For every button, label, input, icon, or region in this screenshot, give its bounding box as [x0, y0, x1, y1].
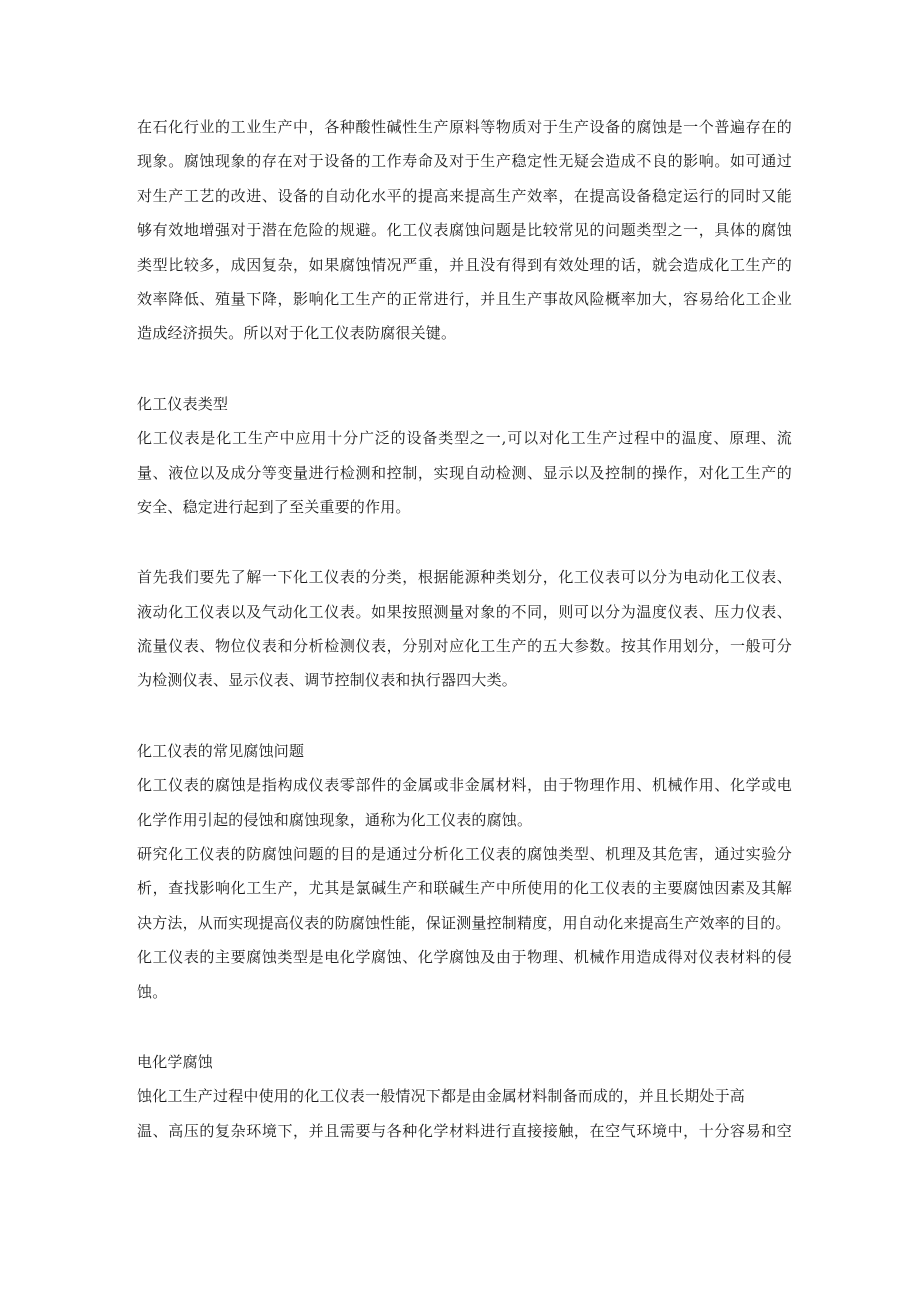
paragraph-gap [137, 351, 792, 387]
text-line: 流量仪表、物位仪表和分析检测仪表，分别对应化工生产的五大参数。按其作用划分，一般可分 [137, 637, 792, 656]
text-line: 析，查找影响化工生产，尤其是氯碱生产和联碱生产中所使用的化工仪表的主要腐蚀因素及其解 [137, 879, 792, 898]
text-line: 温、高压的复杂环境下，并且需要与各种化学材料进行直接接触，在空气环境中，十分容易和空 [137, 1121, 792, 1140]
paragraph-gap [137, 1009, 792, 1045]
text-line: 够有效地增强对于潜在危险的规避。化工仪表腐蚀问题是比较常见的问题类型之一，具体的腐蚀 [137, 221, 792, 240]
section-electrochemical-corrosion [137, 1045, 792, 1148]
section-heading: 电化学腐蚀 [137, 1052, 214, 1071]
text-line: 对生产工艺的改进、设备的自动化水平的提高来提高生产效率，在提高设备稳定运行的同时又能 [137, 186, 792, 205]
section-heading: 化工仪表的常见腐蚀问题 [137, 741, 305, 760]
text-line: 液动化工仪表以及气动化工仪表。如果按照测量对象的不同，则可以分为温度仪表、压力仪表、 [137, 602, 792, 621]
text-line: 造成经济损失。所以对于化工仪表防腐很关键。 [137, 324, 457, 343]
document-page [137, 110, 792, 1148]
text-line: 化学作用引起的侵蚀和腐蚀现象，通称为化工仪表的腐蚀。 [137, 810, 533, 829]
text-line: 首先我们要先了解一下化工仪表的分类，根据能源种类划分，化工仪表可以分为电动化工仪表、 [137, 568, 792, 587]
text-line: 效率降低、殖量下降，影响化工生产的正常进行，并且生产事故风险概率加大，容易给化工企业 [137, 289, 792, 308]
text-line: 决方法，从而实现提高仪表的防腐蚀性能，保证测量控制精度，用自动化来提高生产效率的目的。 [137, 913, 791, 932]
text-line: 量、液位以及成分等变量进行检测和控制，实现自动检测、显示以及控制的操作，对化工生产的 [137, 463, 792, 482]
text-line: 研究化工仪表的防腐蚀问题的目的是通过分析化工仪表的腐蚀类型、机理及其危害，通过实验分 [137, 845, 792, 864]
text-line: 类型比较多，成因复杂，如果腐蚀情况严重，并且没有得到有效处理的话，就会造成化工生产的 [137, 255, 792, 274]
paragraph [137, 837, 792, 940]
intro-paragraph [137, 110, 792, 351]
paragraph [137, 560, 792, 698]
paragraph-gap [137, 524, 792, 560]
text-line: 为检测仪表、显示仪表、调节控制仪表和执行器四大类。 [137, 671, 518, 690]
text-line: 安全、稳定进行起到了至关重要的作用。 [137, 497, 411, 516]
text-line: 化工仪表的主要腐蚀类型是电化学腐蚀、化学腐蚀及由于物理、机械作用造成得对仪表材料的侵 [137, 948, 792, 967]
paragraph-gap [137, 698, 792, 734]
text-line: 现象。腐蚀现象的存在对于设备的工作寿命及对于生产稳定性无疑会造成不良的影响。如可通过 [137, 152, 792, 171]
text-line: 蚀化工生产过程中使用的化工仪表一般情况下都是由金属材料制备而成的，并且长期处于高 [137, 1087, 746, 1106]
section-common-corrosion [137, 734, 792, 1009]
paragraph [137, 1079, 792, 1148]
section-instrument-types [137, 387, 792, 698]
paragraph [137, 768, 792, 837]
text-line: 化工仪表是化工生产中应用十分广泛的设备类型之一,可以对化工生产过程中的温度、原理、流 [137, 429, 792, 448]
text-line: 蚀。 [137, 982, 168, 1001]
paragraph [137, 940, 792, 1009]
section-heading: 化工仪表类型 [137, 394, 229, 413]
text-line: 化工仪表的腐蚀是指构成仪表零部件的金属或非金属材料，由于物理作用、机械作用、化学或电 [137, 776, 792, 795]
paragraph [137, 421, 792, 524]
text-line: 在石化行业的工业生产中，各种酸性碱性生产原料等物质对于生产设备的腐蚀是一个普遍存在的 [137, 118, 792, 136]
